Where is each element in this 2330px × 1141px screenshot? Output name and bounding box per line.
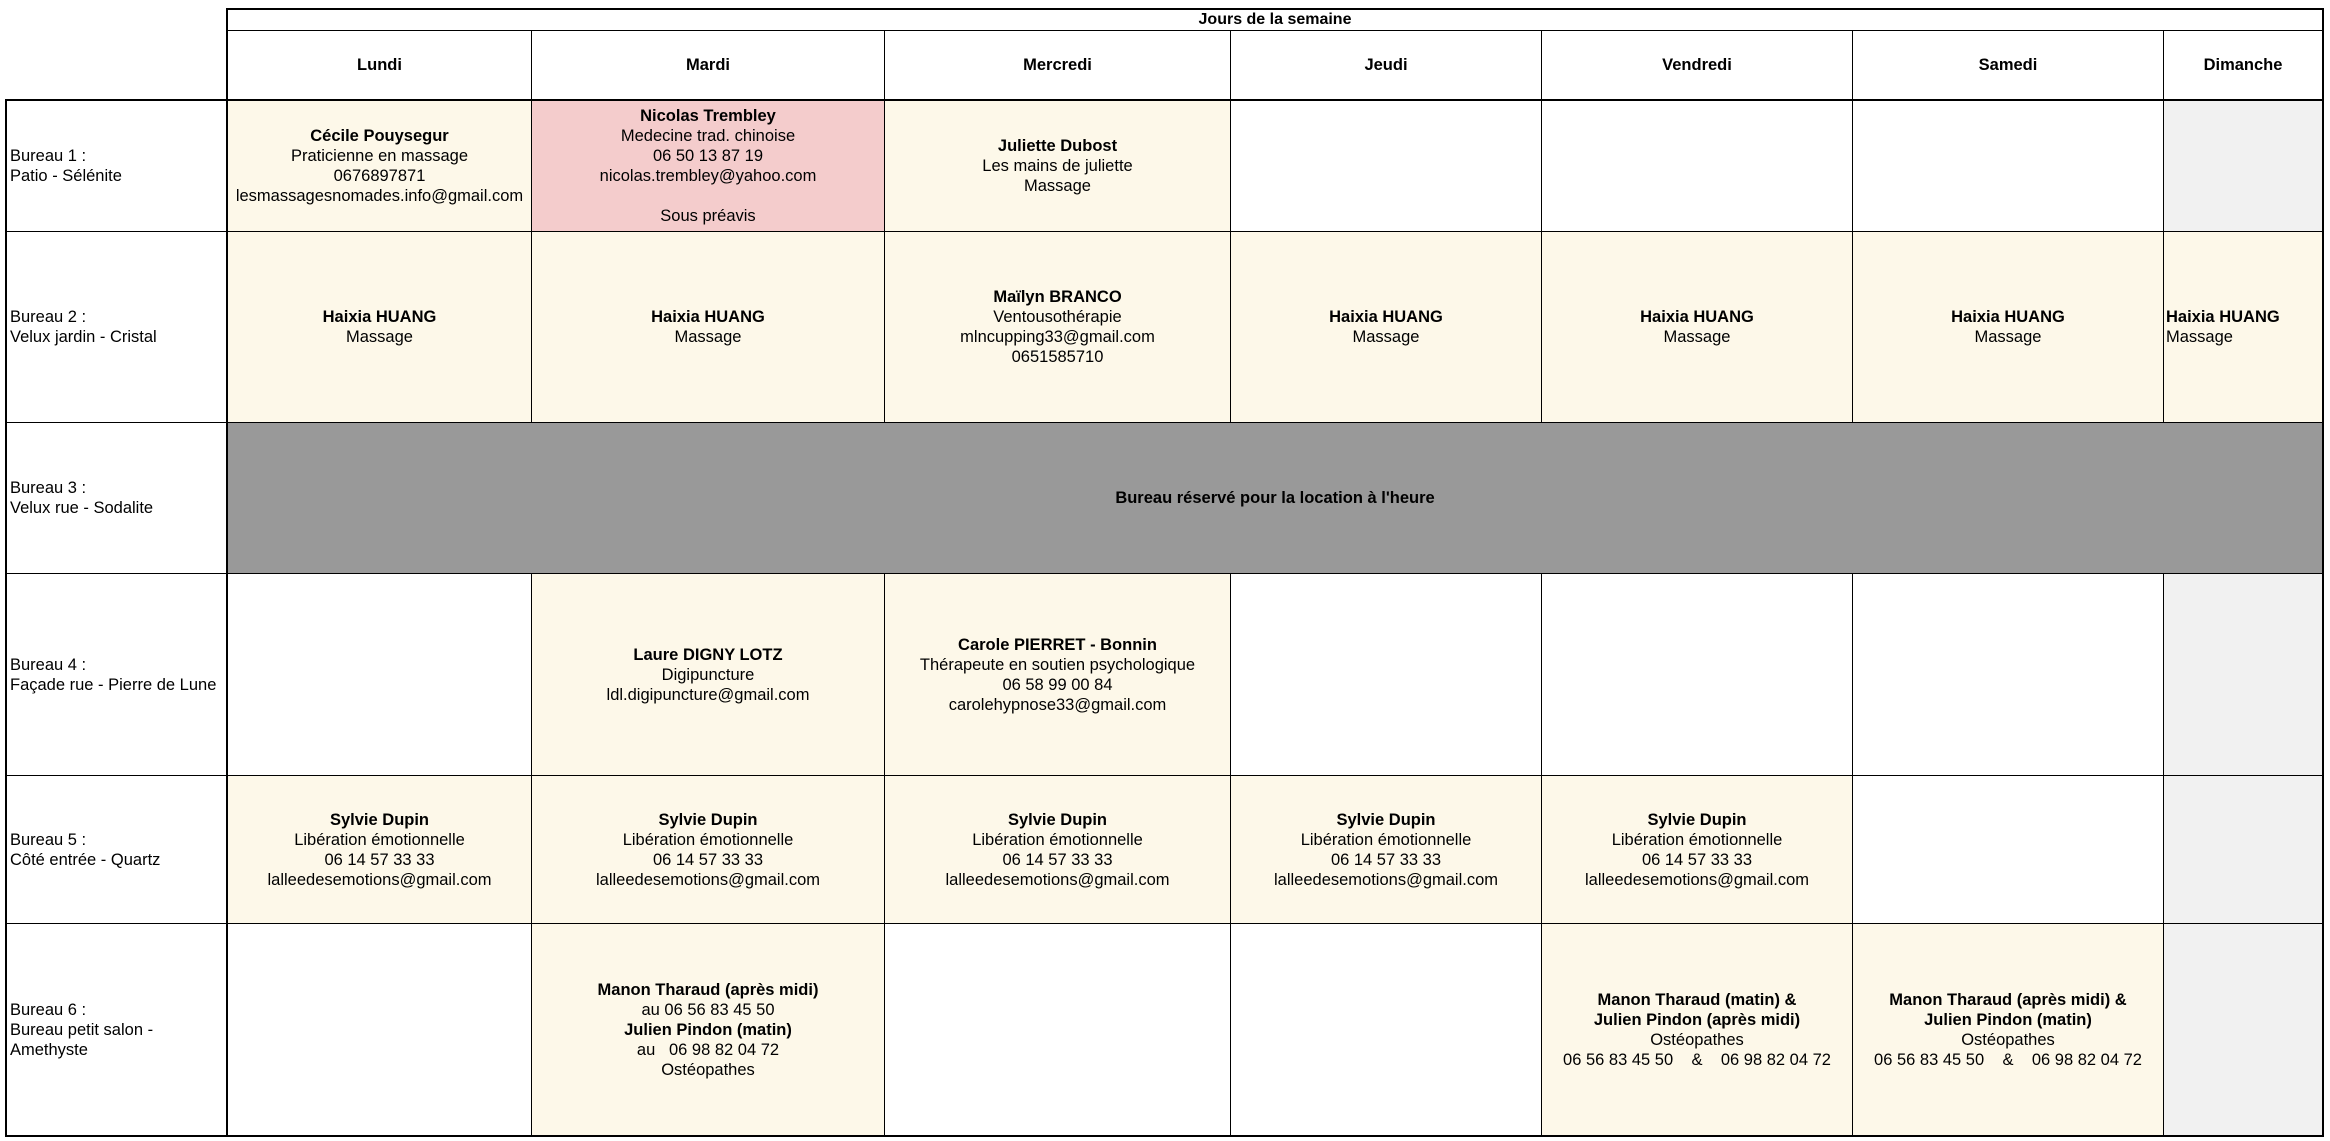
practitioner-phone: 06 50 13 87 19	[652, 146, 764, 165]
practitioner-phone: 0676897871	[333, 166, 426, 185]
practitioner-info: Massage	[1024, 176, 1091, 195]
grid-line-col	[2163, 30, 2164, 423]
practitioner-info: Libération émotionnelle	[1611, 830, 1783, 849]
row-label-line: Velux rue - Sodalite	[10, 499, 154, 517]
practitioner-name: Sylvie Dupin	[1336, 810, 1436, 829]
practitioner-info: Massage	[1352, 328, 1420, 346]
practitioner-phone: 06 58 99 00 84	[1002, 675, 1113, 694]
practitioner-name: Nicolas Trembley	[640, 106, 776, 125]
reserved-label: Bureau réservé pour la location à l'heure	[1115, 489, 1435, 507]
practitioner-name: Laure DIGNY LOTZ	[633, 645, 783, 664]
practitioner-name: Manon Tharaud (après midi)	[597, 980, 819, 999]
grid-line-col	[1852, 30, 1853, 423]
grid-line-col	[884, 573, 885, 1136]
practitioner-info: Massage	[2166, 328, 2233, 346]
cell-b5-jeudi[interactable]	[1231, 776, 1541, 923]
grid-line-col	[2163, 573, 2164, 1136]
cell-b2-samedi[interactable]	[1853, 232, 2163, 422]
header-day-jeudi[interactable]	[1231, 31, 1541, 99]
practitioner-email: lesmassagesnomades.info@gmail.com	[235, 186, 524, 205]
practitioner-info: Ostéopathes	[1650, 1030, 1744, 1049]
practitioner-info: Ostéopathes	[661, 1060, 755, 1079]
grid-line-col	[1541, 573, 1542, 1136]
practitioner-name: Haixia HUANG	[1329, 308, 1443, 326]
practitioner-note: Sous préavis	[660, 206, 756, 225]
grid-line-right	[2322, 8, 2324, 1137]
grid-line-row	[6, 231, 2323, 232]
grid-line-col	[1230, 573, 1231, 1136]
row-label-line: Bureau 6 :	[10, 1000, 87, 1019]
cell-b4-dimanche	[2164, 574, 2322, 775]
cell-b2-dimanche[interactable]	[2164, 232, 2322, 422]
practitioner-info: Digipuncture	[661, 665, 755, 684]
practitioner-phone: 06 14 57 33 33	[652, 850, 764, 869]
practitioner-info: Massage	[346, 328, 413, 346]
cell-b2-vendredi[interactable]	[1542, 232, 1852, 422]
practitioner-info: Libération émotionnelle	[1300, 830, 1472, 849]
day-label: Dimanche	[2203, 56, 2283, 74]
cell-b5-mardi[interactable]	[532, 776, 884, 923]
day-label: Mardi	[685, 56, 730, 74]
grid-line-row	[5, 99, 2324, 101]
practitioner-name: Manon Tharaud (après midi) &	[1889, 990, 2127, 1009]
header-day-samedi[interactable]	[1853, 31, 2163, 99]
cell-b3-reserved[interactable]	[228, 423, 2322, 573]
practitioner-info: Les mains de juliette	[982, 156, 1133, 175]
header-day-vendredi[interactable]	[1542, 31, 1852, 99]
practitioner-info: Massage	[674, 328, 742, 346]
row-label-line: Bureau 3 :	[10, 479, 87, 497]
practitioner-phone: 06 14 57 33 33	[1330, 850, 1442, 869]
cell-b6-dimanche	[2164, 924, 2322, 1135]
grid-line-bottom	[5, 1135, 2324, 1137]
row-label-line: Bureau 4 :	[10, 655, 87, 674]
row-label-line: Bureau petit salon -	[10, 1020, 154, 1039]
grid-line-col	[1230, 30, 1231, 423]
header-group-title-text: Jours de la semaine	[1198, 10, 1352, 28]
row-label-line: Amethyste	[10, 1040, 88, 1059]
practitioner-name: Sylvie Dupin	[658, 810, 758, 829]
cell-b1-dimanche	[2164, 100, 2322, 231]
cell-b5-dimanche	[2164, 776, 2322, 923]
day-label: Samedi	[1978, 56, 2038, 74]
practitioner-name: Julien Pindon (matin)	[1924, 1010, 2092, 1029]
row-label-line: Bureau 2 :	[10, 308, 87, 326]
cell-b6-mardi[interactable]	[532, 924, 884, 1135]
practitioner-info: Libération émotionnelle	[972, 830, 1143, 849]
header-day-dimanche[interactable]	[2164, 31, 2322, 99]
practitioner-phone: 06 14 57 33 33	[1641, 850, 1753, 869]
practitioner-name: Manon Tharaud (matin) &	[1597, 990, 1797, 1009]
header-day-lundi[interactable]	[228, 31, 531, 99]
practitioner-name: Haixia HUANG	[2166, 308, 2280, 326]
practitioner-name: Haixia HUANG	[651, 308, 765, 326]
grid-line-row	[6, 923, 2323, 924]
grid-line-col	[1852, 573, 1853, 1136]
grid-line-col	[226, 8, 228, 1137]
practitioner-name: Sylvie Dupin	[329, 810, 430, 829]
practitioner-name: Haixia HUANG	[322, 308, 437, 326]
cell-b1-mercredi[interactable]	[885, 100, 1230, 231]
practitioner-email: lalleedesemotions@gmail.com	[1584, 870, 1809, 889]
practitioner-info: Ventousothérapie	[993, 308, 1122, 326]
practitioner-info: Massage	[1663, 328, 1731, 346]
row-label-bureau-3[interactable]	[6, 423, 227, 573]
practitioner-phone: 06 56 83 45 50 & 06 98 82 04 72	[1874, 1050, 2142, 1069]
row-label-line: Bureau 1 :	[10, 146, 87, 165]
practitioner-email: lalleedesemotions@gmail.com	[595, 870, 820, 889]
day-label: Vendredi	[1662, 56, 1732, 74]
practitioner-name: Sylvie Dupin	[1647, 810, 1747, 829]
practitioner-info: Praticienne en massage	[290, 146, 469, 165]
cell-b1-lundi[interactable]	[228, 100, 531, 231]
cell-b2-mardi[interactable]	[532, 232, 884, 422]
practitioner-email: carolehypnose33@gmail.com	[948, 695, 1167, 714]
practitioner-phone: 06 56 83 45 50 & 06 98 82 04 72	[1563, 1050, 1831, 1069]
practitioner-email: mlncupping33@gmail.com	[960, 328, 1155, 346]
grid-line-col	[531, 30, 532, 423]
practitioner-name: Maïlyn BRANCO	[993, 288, 1122, 306]
cell-b1-mardi[interactable]	[532, 100, 884, 231]
row-label-bureau-2[interactable]	[6, 232, 227, 422]
row-label-line: Côté entrée - Quartz	[10, 850, 161, 869]
day-label: Mercredi	[1023, 56, 1092, 74]
header-day-mercredi[interactable]	[885, 31, 1230, 99]
cell-b5-mercredi[interactable]	[885, 776, 1230, 923]
cell-b6-vendredi[interactable]	[1542, 924, 1852, 1135]
header-day-mardi[interactable]	[532, 31, 884, 99]
grid-line-row	[6, 422, 2323, 423]
grid-line-row	[6, 775, 2323, 776]
practitioner-name: Julien Pindon (après midi)	[1593, 1010, 1801, 1029]
practitioner-email: lalleedesemotions@gmail.com	[945, 870, 1170, 889]
row-label-line: Bureau 5 :	[10, 830, 87, 849]
practitioner-name: Haixia HUANG	[1951, 308, 2065, 326]
day-label: Lundi	[357, 56, 402, 74]
grid-line-top	[226, 8, 2324, 10]
row-label-bureau-6[interactable]	[6, 924, 227, 1135]
grid-line-col	[531, 573, 532, 1136]
row-label-line: Velux jardin - Cristal	[10, 328, 157, 346]
cell-b4-mardi[interactable]	[532, 574, 884, 775]
header-group-title	[228, 9, 2322, 30]
row-label-line: Patio - Sélénite	[10, 166, 122, 185]
practitioner-name: Cécile Pouysegur	[310, 126, 449, 145]
row-label-bureau-1[interactable]	[6, 100, 227, 231]
grid-line-row	[6, 573, 2323, 574]
grid-line-col	[1541, 30, 1542, 423]
cell-b4-mercredi[interactable]	[885, 574, 1230, 775]
practitioner-info: Libération émotionnelle	[622, 830, 794, 849]
cell-b5-lundi[interactable]	[228, 776, 531, 923]
practitioner-email: lalleedesemotions@gmail.com	[267, 870, 492, 889]
practitioner-email: ldl.digipuncture@gmail.com	[606, 685, 810, 704]
grid-line-col	[884, 30, 885, 423]
practitioner-phone: 06 14 57 33 33	[324, 850, 435, 869]
row-label-line: Façade rue - Pierre de Lune	[10, 675, 217, 694]
cell-b2-jeudi[interactable]	[1231, 232, 1541, 422]
cell-b2-mercredi[interactable]	[885, 232, 1230, 422]
row-label-bureau-5[interactable]	[6, 776, 227, 923]
practitioner-name: Julien Pindon (matin)	[624, 1020, 792, 1039]
cell-b5-vendredi[interactable]	[1542, 776, 1852, 923]
practitioner-phone: 06 14 57 33 33	[1002, 850, 1113, 869]
practitioner-phone: 0651585710	[1011, 348, 1104, 366]
practitioner-email: nicolas.trembley@yahoo.com	[599, 166, 817, 185]
practitioner-name: Sylvie Dupin	[1007, 810, 1108, 829]
day-label: Jeudi	[1364, 56, 1408, 74]
practitioner-phone: au 06 56 83 45 50	[641, 1000, 775, 1019]
practitioner-name: Carole PIERRET - Bonnin	[958, 635, 1157, 654]
cell-b6-samedi[interactable]	[1853, 924, 2163, 1135]
practitioner-info: Thérapeute en soutien psychologique	[919, 655, 1196, 674]
grid-line-header	[227, 30, 2323, 31]
practitioner-info: Massage	[1974, 328, 2042, 346]
cell-b2-lundi[interactable]	[228, 232, 531, 422]
practitioner-name: Haixia HUANG	[1640, 308, 1754, 326]
practitioner-info: Ostéopathes	[1961, 1030, 2055, 1049]
practitioner-info: Libération émotionnelle	[294, 830, 465, 849]
practitioner-email: lalleedesemotions@gmail.com	[1273, 870, 1498, 889]
practitioner-info: Medecine trad. chinoise	[620, 126, 796, 145]
grid-line-left	[5, 99, 7, 1137]
row-label-bureau-4[interactable]	[6, 574, 227, 775]
practitioner-name: Juliette Dubost	[997, 136, 1118, 155]
practitioner-phone: au 06 98 82 04 72	[636, 1040, 780, 1059]
